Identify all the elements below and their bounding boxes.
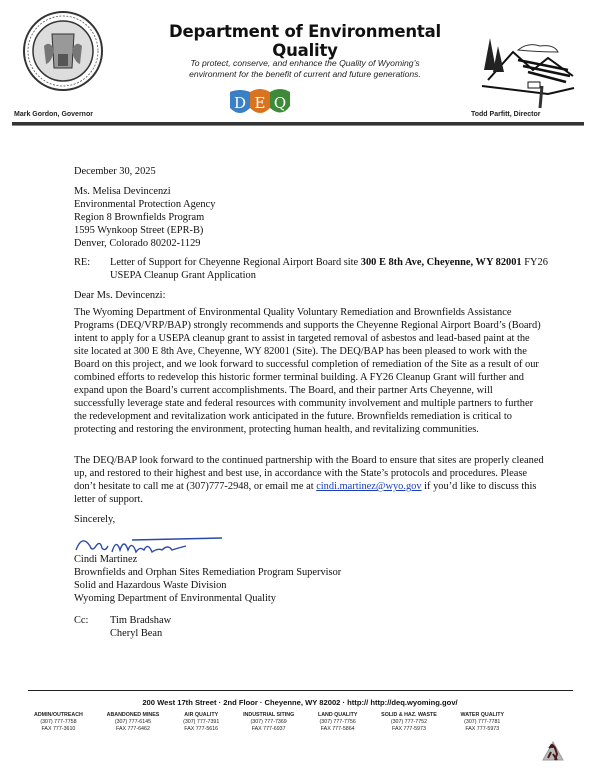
division-name: ABANDONED MINES — [106, 712, 160, 718]
motto-line-1: To protect, conserve, and enhance the Quality of Wyoming’s — [190, 58, 420, 68]
governor-name: Mark Gordon, Governor — [14, 111, 93, 118]
division-phone: (307) 777-7369 — [250, 719, 287, 725]
signer-block — [74, 553, 544, 605]
division-name: SOLID & HAZ. WASTE — [381, 712, 437, 718]
signer-title: Brownfields and Orphan Sites Remediation Program Supervisor — [74, 567, 342, 578]
division-contact — [318, 712, 357, 733]
re-text-pre: Letter of Support for Cheyenne Regional Airport Board site — [110, 257, 361, 268]
header-divider — [12, 122, 584, 126]
division-fax: FAX 777-5973 — [465, 726, 500, 732]
recipient-line: Denver, Colorado 80202-1129 — [74, 238, 201, 249]
cc-label: Cc: — [74, 615, 89, 626]
cc-block — [74, 614, 544, 644]
signer-name: Cindi Martinez — [74, 554, 138, 565]
division-name: LAND QUALITY — [317, 712, 358, 718]
recipient-line: Ms. Melisa Devincenzi — [74, 186, 171, 197]
division-contact — [107, 712, 160, 733]
division-contact — [34, 712, 83, 733]
body-paragraph-1: The Wyoming Department of Environmental Quality Voluntary Remediation and Brownfields Assistance Programs (DEQ/VRP/BAP) strongly recommends and supports the Cheyenne Regional Airport Board’s (Board) intent to apply for a USEPA cleanup grant to assist in targeted removal of asbestos and lead-based paint at the site located at 300 E 8th Ave, Cheyenne, WY 82001 (Site). The DEQ/BAP has been pleased to work with the Board on this project, and we look forward to successful completion of remediation of the Site as a result of our combined efforts to redevelop this historic former terminal building. A FY26 Cleanup Grant will further and expand upon the Board’s current accomplishments. The Board, and their partner Arts Cheyenne, will successfully leverage state and federal resources with community involvement and multiple partners to further the redevelopment and revitalization work anticipated in the future. Brownfields remediation is critical to protecting and restoring the environment, protecting human health, and revitalizing communities. — [74, 307, 541, 435]
re-site-address: 300 E 8th Ave, Cheyenne, WY 82001 — [360, 257, 522, 268]
svg-text:D: D — [233, 94, 247, 112]
division-contact — [183, 712, 219, 733]
recycle-bucking-horse-icon — [540, 740, 566, 766]
re-text — [110, 256, 550, 282]
division-fax: FAX 777-3610 — [41, 726, 76, 732]
mountain-landscape-icon — [478, 30, 578, 110]
signer-division: Solid and Hazardous Waste Division — [74, 580, 227, 591]
email-link[interactable]: cindi.martinez@wyo.gov — [316, 481, 422, 492]
recipient-line: Region 8 Brownfields Program — [74, 212, 205, 223]
footer-address: 200 West 17th Street · 2nd Floor · Cheyenne, WY 82002 · http:// http://deq.wyoming.gov/ — [142, 698, 458, 707]
paragraph-2-text: The DEQ/BAP look forward to the continued partnership with the Board to ensure that sites are properly cleaned up, and restored to their highest and best use, in accordance with the State’s protocols and procedures. Please don’t hesitate to call me at (307)777-2948, or email me at — [74, 455, 544, 492]
division-phone: (307) 777-7752 — [390, 719, 428, 725]
division-name: AIR QUALITY — [184, 712, 219, 718]
division-fax: FAX 777-6937 — [251, 726, 286, 732]
division-phone: (307) 777-6145 — [114, 719, 152, 725]
recipient-line: Environmental Protection Agency — [74, 199, 216, 210]
deq-logo — [228, 88, 292, 118]
division-contact — [461, 712, 504, 733]
division-fax: FAX 777-5864 — [320, 726, 355, 732]
division-fax: FAX 777-5616 — [184, 726, 219, 732]
recipient-line: 1595 Wynkoop Street (EPR-B) — [74, 225, 204, 236]
cc-list — [110, 614, 550, 640]
division-phone: (307) 777-7781 — [464, 719, 501, 725]
letter-date: December 30, 2025 — [74, 166, 156, 177]
wyoming-state-seal-icon — [22, 10, 104, 92]
director-name: Todd Parfitt, Director — [471, 111, 541, 118]
subject-line — [74, 256, 548, 284]
cc-recipient: Tim Bradshaw — [110, 615, 172, 626]
division-contact — [381, 712, 437, 733]
re-label: RE: — [74, 257, 91, 268]
salutation: Dear Ms. Devincenzi: — [74, 290, 166, 301]
division-phone: (307) 777-7758 — [40, 719, 77, 725]
recipient-address — [74, 185, 544, 250]
svg-text:E: E — [254, 94, 266, 112]
division-phone: (307) 777-7391 — [183, 719, 220, 725]
svg-text:Q: Q — [273, 94, 287, 112]
department-motto — [140, 58, 470, 80]
motto-line-2: environment for the benefit of current and future generations. — [189, 69, 421, 79]
signer-agency: Wyoming Department of Environmental Quality — [74, 593, 276, 604]
re-text-post: FY26 USEPA Cleanup Grant Application — [110, 257, 548, 281]
division-fax: FAX 777-5973 — [392, 726, 426, 732]
closing: Sincerely, — [74, 514, 116, 525]
division-name: INDUSTRIAL SITING — [243, 712, 295, 718]
division-contact — [243, 712, 294, 733]
division-fax: FAX 777-6462 — [116, 726, 150, 732]
body-paragraph-2 — [74, 454, 544, 506]
paragraph-2-tail: if you’d like to discuss this letter of support. — [74, 481, 537, 505]
department-title: Department of Environmental Quality — [169, 22, 441, 60]
division-phone: (307) 777-7756 — [319, 719, 356, 725]
division-name: WATER QUALITY — [460, 712, 504, 718]
footer-divider — [28, 690, 573, 691]
division-name: ADMIN/OUTREACH — [34, 712, 83, 718]
footer-division-contacts — [34, 712, 504, 733]
cc-recipient: Cheryl Bean — [110, 628, 163, 639]
